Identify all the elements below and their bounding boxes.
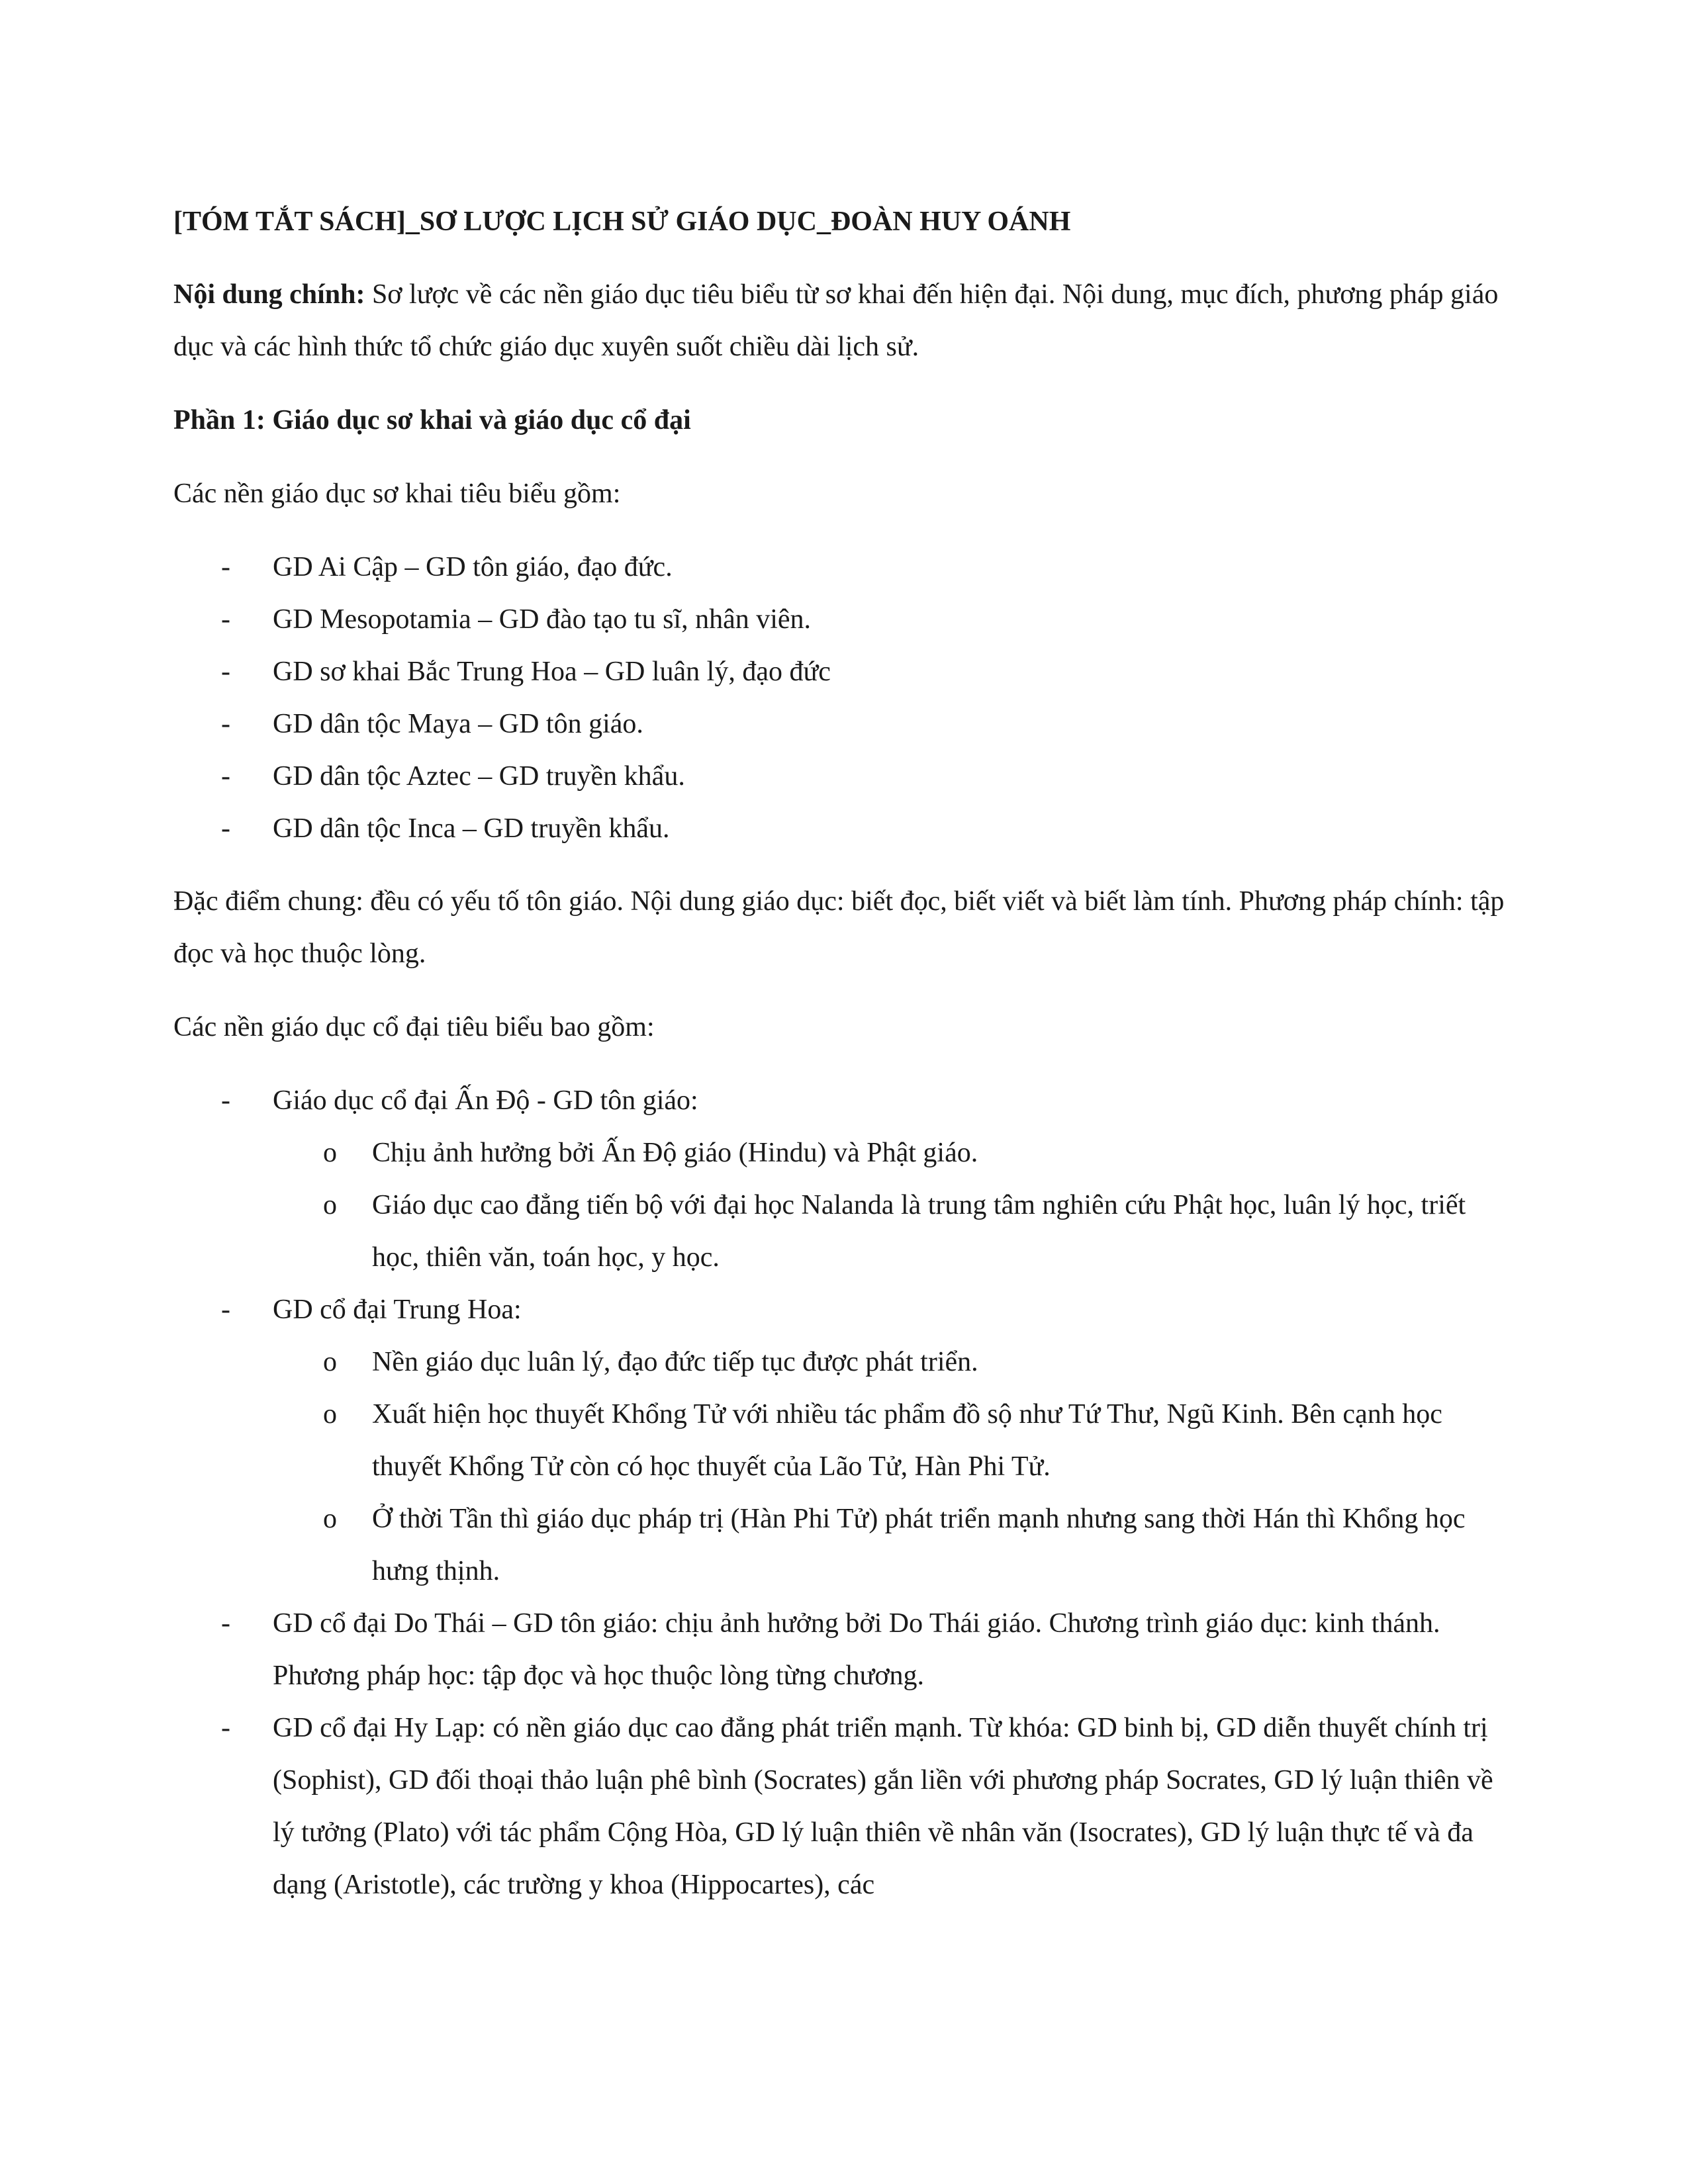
dash-marker: -: [221, 761, 230, 792]
sublist-item: [273, 1388, 1517, 1493]
sublist-item-text: Chịu ảnh hưởng bởi Ấn Độ giáo (Hindu) và Phật giáo.: [372, 1138, 978, 1168]
dash-marker: -: [221, 813, 230, 844]
list-item: [173, 698, 1517, 751]
list-item: [173, 594, 1517, 646]
sublist-item: [273, 1179, 1517, 1284]
part1-heading: Phần 1: Giáo dục sơ khai và giáo dục cổ đại: [173, 405, 691, 435]
sublist-item-text: Giáo dục cao đẳng tiến bộ với đại học Nalanda là trung tâm nghiên cứu Phật học, luân lý học, triết học, thiên văn, toán học, y học.: [372, 1190, 1466, 1273]
circle-marker: o: [323, 1399, 337, 1430]
early-intro: Các nền giáo dục sơ khai tiêu biểu gồm:: [173, 478, 621, 509]
list-item: [173, 541, 1517, 594]
list-item-china: [173, 1284, 1517, 1598]
list-item-text: Giáo dục cổ đại Ấn Độ - GD tôn giáo:: [273, 1085, 698, 1116]
circle-marker: o: [323, 1347, 337, 1377]
circle-marker: o: [323, 1190, 337, 1220]
dash-marker: -: [221, 1608, 230, 1639]
list-item-text: GD cổ đại Trung Hoa:: [273, 1295, 522, 1325]
dash-marker: -: [221, 1295, 230, 1325]
list-item-text: GD cổ đại Hy Lạp: có nền giáo dục cao đẳng phát triển mạnh. Từ khóa: GD binh bị, GD diễn thuyết chính trị (Sophist), GD đối thoại thảo luận phê bình (Socrates) gắn liền với phương pháp Socrates, GD lý luận thiên về lý tưởng (Plato) với tác phẩm Cộng Hòa, GD lý luận thiên về nhân văn (Isocrates), GD lý luận thực tế và đa dạng (Aristotle), các trường y khoa (Hippocartes), các: [273, 1713, 1493, 1900]
list-item-text: GD Ai Cập – GD tôn giáo, đạo đức.: [273, 552, 673, 582]
list-item: [173, 803, 1517, 855]
common-features-paragraph: Đặc điểm chung: đều có yếu tố tôn giáo. Nội dung giáo dục: biết đọc, biết viết và biết làm tính. Phương pháp chính: tập đọc và học thuộc lòng.: [173, 886, 1505, 969]
intro-label: Nội dung chính:: [173, 279, 365, 310]
ancient-education-list: [173, 1075, 1517, 1911]
sublist-item: [273, 1493, 1517, 1598]
sublist-item-text: Nền giáo dục luân lý, đạo đức tiếp tục được phát triển.: [372, 1347, 978, 1377]
list-item: [173, 646, 1517, 698]
early-education-list: [173, 541, 1517, 855]
dash-marker: -: [221, 1085, 230, 1116]
list-item-text: GD dân tộc Aztec – GD truyền khẩu.: [273, 761, 685, 792]
list-item-text: GD dân tộc Inca – GD truyền khẩu.: [273, 813, 670, 844]
sublist-item-text: Xuất hiện học thuyết Khổng Tử với nhiều tác phẩm đồ sộ như Tứ Thư, Ngũ Kinh. Bên cạnh học thuyết Khổng Tử còn có học thuyết của Lão Tử, Hàn Phi Tử.: [372, 1399, 1442, 1482]
sublist-item-text: Ở thời Tần thì giáo dục pháp trị (Hàn Phi Tử) phát triển mạnh nhưng sang thời Hán thì Khổng học hưng thịnh.: [372, 1504, 1466, 1586]
ancient-intro: Các nền giáo dục cổ đại tiêu biểu bao gồm:: [173, 1012, 655, 1042]
dash-marker: -: [221, 657, 230, 687]
list-item-text: GD cổ đại Do Thái – GD tôn giáo: chịu ảnh hưởng bởi Do Thái giáo. Chương trình giáo dục: kinh thánh. Phương pháp học: tập đọc và học thuộc lòng từng chương.: [273, 1608, 1440, 1691]
china-sublist: [273, 1336, 1517, 1598]
list-item-text: GD sơ khai Bắc Trung Hoa – GD luân lý, đạo đức: [273, 657, 831, 687]
list-item-india: [173, 1075, 1517, 1284]
intro-text: Sơ lược về các nền giáo dục tiêu biểu từ sơ khai đến hiện đại. Nội dung, mục đích, phương pháp giáo dục và các hình thức tổ chức giáo dục xuyên suốt chiều dài lịch sử.: [173, 279, 1499, 362]
circle-marker: o: [323, 1504, 337, 1534]
dash-marker: -: [221, 552, 230, 582]
circle-marker: o: [323, 1138, 337, 1168]
list-item: [173, 751, 1517, 803]
dash-marker: -: [221, 1713, 230, 1743]
list-item-text: GD Mesopotamia – GD đào tạo tu sĩ, nhân viên.: [273, 604, 812, 635]
list-item-text: GD dân tộc Maya – GD tôn giáo.: [273, 709, 643, 739]
india-sublist: [273, 1127, 1517, 1284]
document-title: [TÓM TẮT SÁCH]_SƠ LƯỢC LỊCH SỬ GIÁO DỤC_ĐOÀN HUY OÁNH: [173, 206, 1071, 237]
document-body: [173, 196, 1517, 1932]
list-item-greece: [173, 1702, 1517, 1911]
sublist-item: [273, 1127, 1517, 1179]
list-item-jewish: [173, 1598, 1517, 1702]
intro-paragraph: [173, 269, 1517, 373]
sublist-item: [273, 1336, 1517, 1388]
dash-marker: -: [221, 709, 230, 739]
dash-marker: -: [221, 604, 230, 635]
